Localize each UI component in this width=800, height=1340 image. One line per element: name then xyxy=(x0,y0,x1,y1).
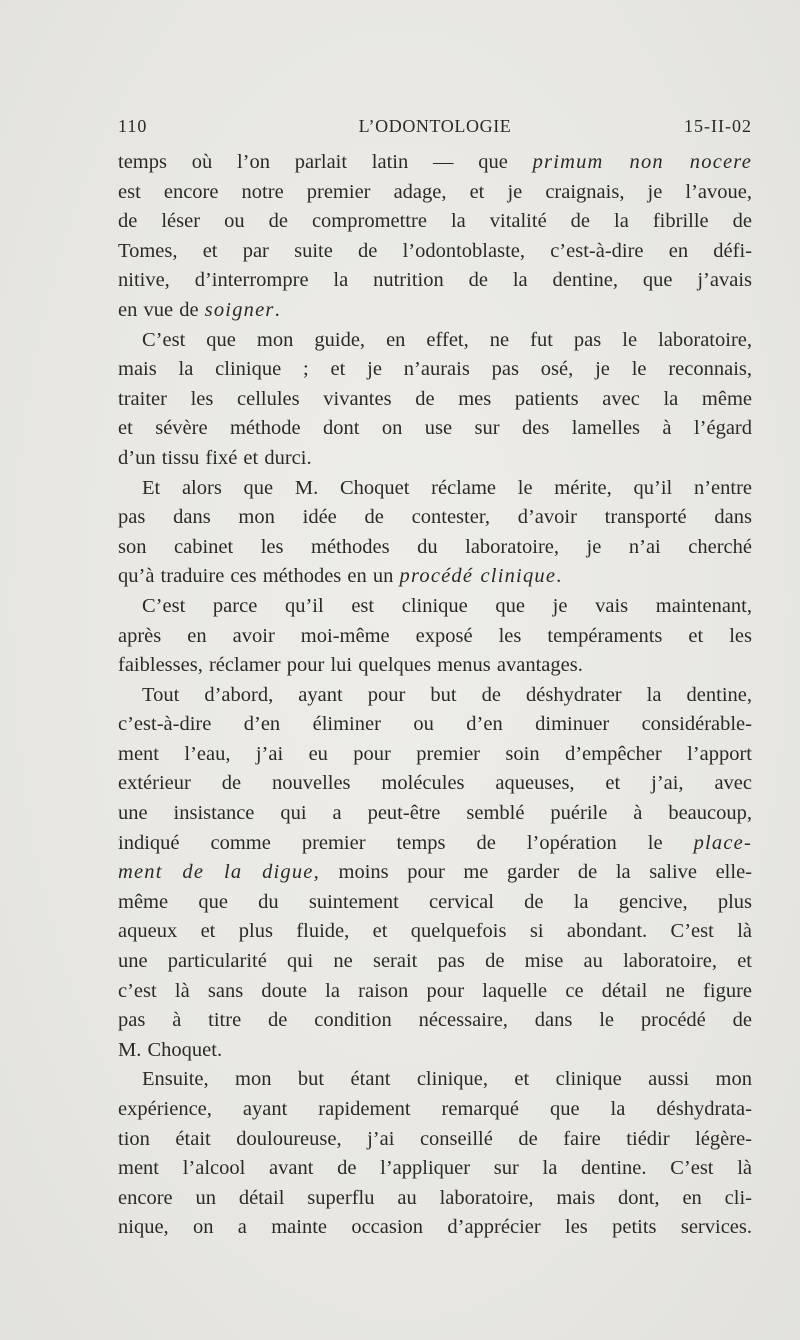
running-header xyxy=(118,116,752,142)
text-line: expérience, ayant rapidement remarqué que la déshydrata- xyxy=(118,1098,752,1120)
running-title: L’ODONTOLOGIE xyxy=(358,116,512,136)
text-line: Et alors que M. Choquet réclame le mérite, qu’il n’entre xyxy=(142,476,752,499)
text-line: de léser ou de compromettre la vitalité de la fibrille de xyxy=(118,210,752,233)
text-line: pas dans mon idée de contester, d’avoir transporté dans xyxy=(118,506,752,529)
text-line: Tomes, et par suite de l’odontoblaste, c’est-à-dire en défi- xyxy=(118,239,752,262)
text-line: en vue de soigner. xyxy=(118,298,280,321)
text-line: c’est-à-dire d’en éliminer ou d’en diminuer considérable- xyxy=(118,713,752,736)
text-line: Tout d’abord, ayant pour but de déshydrater la dentine, xyxy=(142,683,752,706)
text-line: ment l’alcool avant de l’appliquer sur la dentine. C’est là xyxy=(118,1157,752,1180)
text-line: une insistance qui a peut-être semblé puérile à beaucoup, xyxy=(118,802,752,825)
text-line: nique, on a mainte occasion d’apprécier les petits services. xyxy=(118,1216,752,1239)
text-line: aqueux et plus fluide, et quelquefois si abondant. C’est là xyxy=(118,920,752,943)
text-line: traiter les cellules vivantes de mes patients avec la même xyxy=(118,387,752,410)
text-line: indiqué comme premier temps de l’opération le place- xyxy=(118,831,752,854)
text-line: même que du suintement cervical de la gencive, plus xyxy=(118,890,752,913)
text-line: ment de la digue, moins pour me garder de la salive elle- xyxy=(118,861,752,884)
text-line: après en avoir moi-même exposé les tempéraments et les xyxy=(118,624,752,647)
text-line: pas à titre de condition nécessaire, dans le procédé de xyxy=(118,1009,752,1032)
text-line: d’un tissu fixé et durci. xyxy=(118,446,312,469)
issue-date: 15-II-02 xyxy=(684,116,752,136)
text-line: nitive, d’interrompre la nutrition de la dentine, que j’avais xyxy=(118,269,752,292)
text-line: extérieur de nouvelles molécules aqueuses, et j’ai, avec xyxy=(118,772,752,795)
text-line: mais la clinique ; et je n’aurais pas osé, je le reconnais, xyxy=(118,358,752,381)
text-line: faiblesses, réclamer pour lui quelques menus avantages. xyxy=(118,654,583,677)
text-line: Ensuite, mon but étant clinique, et clinique aussi mon xyxy=(142,1068,752,1091)
text-line: son cabinet les méthodes du laboratoire, je n’ai cherché xyxy=(118,535,752,558)
text-line: M. Choquet. xyxy=(118,1038,223,1061)
text-line: c’est là sans doute la raison pour laquelle ce détail ne figure xyxy=(118,979,752,1002)
text-line: est encore notre premier adage, et je craignais, je l’avoue, xyxy=(118,180,752,203)
page-number: 110 xyxy=(118,116,148,136)
text-line: une particularité qui ne serait pas de mise au laboratoire, et xyxy=(118,950,752,973)
text-line: tion était douloureuse, j’ai conseillé de faire tiédir légère- xyxy=(118,1127,752,1150)
text-line: encore un détail superflu au laboratoire, mais dont, en cli- xyxy=(118,1186,752,1209)
text-line: qu’à traduire ces méthodes en un procédé clinique. xyxy=(118,565,562,588)
text-line: C’est que mon guide, en effet, ne fut pas le laboratoire, xyxy=(142,328,752,351)
body-text xyxy=(118,148,752,1243)
text-line: ment l’eau, j’ai eu pour premier soin d’empêcher l’apport xyxy=(118,742,752,765)
text-line: temps où l’on parlait latin — que primum non nocere xyxy=(118,151,753,173)
text-line: et sévère méthode dont on use sur des lamelles à l’égard xyxy=(118,417,752,440)
text-line: C’est parce qu’il est clinique que je vais maintenant, xyxy=(142,594,752,617)
